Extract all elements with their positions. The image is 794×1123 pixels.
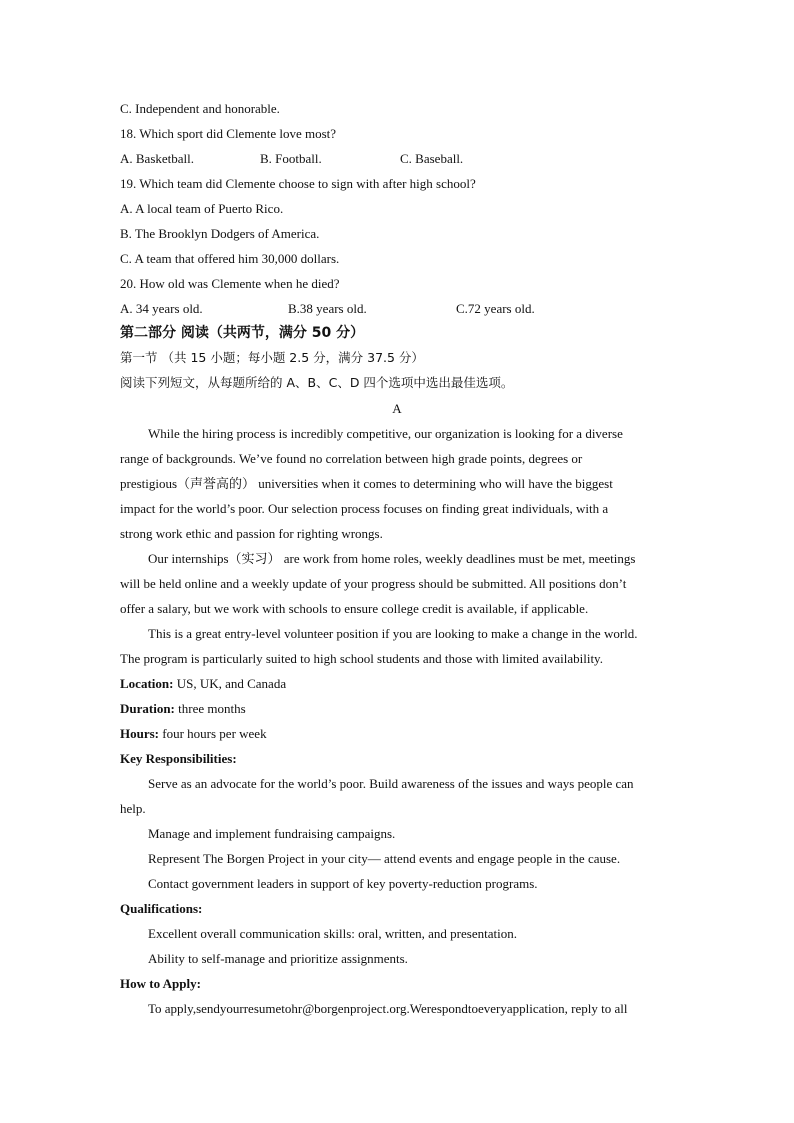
p2-line-1: Our internships（实习） are work from home roles, weekly deadlines must be met, meetings (148, 551, 636, 566)
part2-heading: 第二部分 阅读（共两节，满分 50 分） (120, 325, 365, 341)
qualifications-heading: Qualifications: (120, 901, 203, 916)
p1-line-2: range of backgrounds. We’ve found no correlation between high grade points, degrees or (120, 451, 583, 466)
p1-line-5: strong work ethic and passion for righting wrongs. (120, 526, 383, 541)
responsibility-item: Serve as an advocate for the world’s poor. Build awareness of the issues and ways people can (148, 776, 634, 791)
responsibility-item-continued: help. (120, 801, 146, 816)
q20-stem: 20. How old was Clemente when he died? (120, 276, 340, 291)
p3-line-2: The program is particularly suited to high school students and those with limited availability. (120, 651, 603, 666)
hours-line (120, 726, 267, 742)
duration-line (120, 701, 246, 717)
passage-letter: A (392, 401, 402, 416)
p1-line-4: impact for the world’s poor. Our selection process focuses on finding great individuals, with a (120, 501, 609, 516)
q19-option-b: B. The Brooklyn Dodgers of America. (120, 226, 320, 241)
p1-line-3: prestigious（声誉高的） universities when it comes to determining who will have the biggest (120, 476, 613, 491)
responsibility-item: Contact government leaders in support of key poverty-reduction programs. (148, 876, 538, 891)
q18-stem: 18. Which sport did Clemente love most? (120, 126, 337, 141)
q18-option-b: B. Football. (260, 151, 322, 166)
q19-option-a: A. A local team of Puerto Rico. (120, 201, 284, 216)
location-line (120, 676, 286, 692)
p3-line-1: This is a great entry-level volunteer position if you are looking to make a change in the world. (148, 626, 638, 641)
duration-value: three months (174, 701, 246, 716)
location-value: US, UK, and Canada (173, 676, 287, 691)
qualification-item: Ability to self-manage and prioritize assignments. (148, 951, 408, 966)
q20-option-a: A. 34 years old. (120, 301, 203, 316)
q18-option-a: A. Basketball. (120, 151, 195, 166)
hours-label: Hours: (120, 726, 159, 741)
reading-instruction: 阅读下列短文，从每题所给的 A、B、C、D 四个选项中选出最佳选项。 (120, 375, 514, 390)
responsibility-item: Manage and implement fundraising campaigns. (148, 826, 396, 841)
responsibility-item: Represent The Borgen Project in your city— attend events and engage people in the cause. (148, 851, 621, 866)
apply-text: To apply,sendyourresumetohr@borgenproject.org.Werespondtoeveryapplication, reply to all (148, 1001, 628, 1016)
hours-value: four hours per week (159, 726, 267, 741)
q20-option-b: B.38 years old. (288, 301, 367, 316)
q17-option-c: C. Independent and honorable. (120, 101, 280, 116)
section1-heading: 第一节 （共 15 小题；每小题 2.5 分，满分 37.5 分） (120, 350, 424, 365)
apply-heading: How to Apply: (120, 976, 201, 991)
qualification-item: Excellent overall communication skills: oral, written, and presentation. (148, 926, 517, 941)
q18-option-c: C. Baseball. (400, 151, 464, 166)
responsibilities-heading: Key Responsibilities: (120, 751, 237, 766)
p2-line-2: will be held online and a weekly update of your progress should be submitted. All positions don’t (120, 576, 627, 591)
p1-line-1: While the hiring process is incredibly competitive, our organization is looking for a diverse (148, 426, 623, 441)
q19-stem: 19. Which team did Clemente choose to sign with after high school? (120, 176, 476, 191)
q20-option-c: C.72 years old. (456, 301, 535, 316)
p2-line-3: offer a salary, but we work with schools to ensure college credit is available, if applicable. (120, 601, 589, 616)
q19-option-c: C. A team that offered him 30,000 dollars. (120, 251, 340, 266)
duration-label: Duration: (120, 701, 175, 716)
location-label: Location: (120, 676, 174, 691)
